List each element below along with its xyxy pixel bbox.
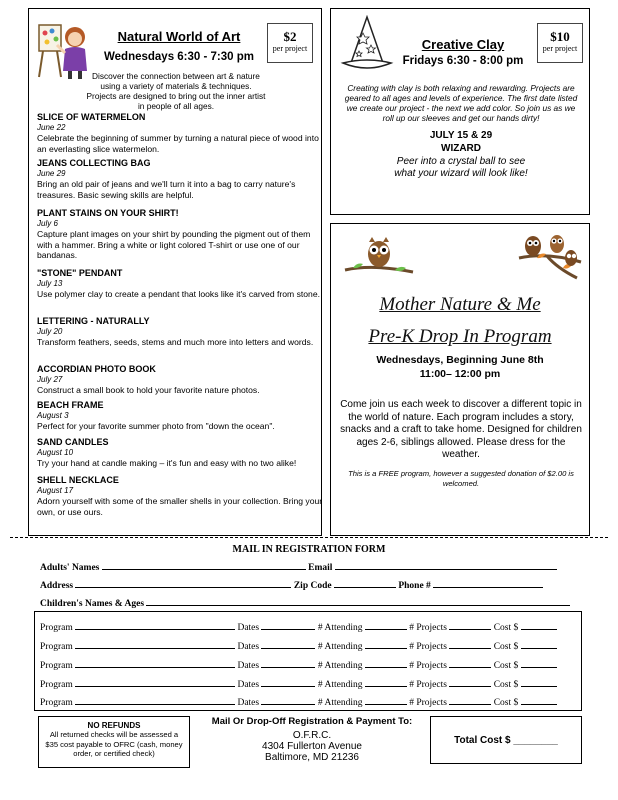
dates-label: Dates — [237, 698, 260, 708]
program-label: Program — [40, 698, 73, 708]
natural-world-title: Natural World of Art — [117, 29, 241, 44]
table-row — [40, 658, 557, 671]
table-row — [40, 695, 557, 708]
projects-field[interactable] — [449, 658, 491, 668]
class-description: Celebrate the beginning of summer by turning a natural piece of wood into an everlasting slice watermelon. — [37, 133, 319, 154]
natural-world-schedule: Wednesdays 6:30 - 7:30 pm — [104, 51, 254, 63]
children-row — [40, 596, 570, 609]
creative-clay-price-unit: per project — [542, 44, 578, 53]
cost-field[interactable] — [521, 677, 557, 687]
class-description: Adorn yourself with some of the smaller shells in your collection. Bring your own, or use ours. — [37, 496, 323, 517]
class-description: Capture plant images on your shirt by pounding the pigment out of them with a hammer. Bring a white or light colored T-shirt or use one of our bandanas. — [37, 229, 311, 260]
natural-world-section — [28, 8, 322, 536]
address-field[interactable] — [75, 578, 291, 588]
class-name: ACCORDIAN PHOTO BOOK — [37, 364, 156, 374]
address-row — [40, 578, 543, 591]
class-description: Use polymer clay to create a pendant that looks like it's carved from stone. — [37, 289, 320, 299]
natural-world-price-box — [267, 23, 313, 63]
address-label: Address — [40, 581, 74, 591]
dates-field[interactable] — [261, 620, 315, 630]
no-refunds-text: All returned checks will be assessed a $35 cost payable to OFRC (cash, money order, or certified check) — [45, 730, 183, 758]
attending-field[interactable] — [365, 639, 407, 649]
class-name: SHELL NECKLACE — [37, 475, 119, 485]
mail-to-block — [196, 716, 428, 763]
dates-field[interactable] — [261, 695, 315, 705]
class-date: June 22 — [37, 122, 66, 132]
cost-label: Cost $ — [493, 661, 519, 671]
class-name: JEANS COLLECTING BAG — [37, 158, 151, 168]
cost-label: Cost $ — [493, 698, 519, 708]
dates-field[interactable] — [261, 639, 315, 649]
class-date: August 3 — [37, 410, 69, 420]
cost-label: Cost $ — [493, 680, 519, 690]
class-description: Bring an old pair of jeans and we'll turn it into a bag to carry nature's treasures. Basic sewing skills are helpful. — [37, 179, 296, 200]
owl-branch-icon — [343, 230, 415, 278]
program-field[interactable] — [75, 658, 235, 668]
class-name: PLANT STAINS ON YOUR SHIRT! — [37, 208, 179, 218]
class-name: LETTERING - NATURALLY — [37, 316, 150, 326]
class-list — [37, 112, 323, 532]
natural-world-price: $2 — [283, 29, 297, 44]
cost-field[interactable] — [521, 620, 557, 630]
projects-label: # Projects — [409, 698, 447, 708]
class-date: August 17 — [37, 485, 74, 495]
list-item — [37, 268, 327, 300]
adults-name-field[interactable] — [102, 560, 306, 570]
class-date: August 10 — [37, 447, 74, 457]
wizard-hat-icon — [339, 15, 395, 77]
projects-label: # Projects — [409, 680, 447, 690]
mother-nature-time: 11:00– 12:00 pm — [419, 368, 501, 380]
creative-clay-price-box — [537, 23, 583, 63]
mother-nature-schedule: Wednesdays, Beginning June 8th — [376, 354, 544, 366]
mother-nature-body: Come join us each week to discover a different topic in the world of nature. Each program includes a story, snacks and a craft to take home. Designed for children ages 2-6, siblings allowed. Please dress for the weather. — [340, 399, 582, 460]
phone-label: Phone # — [398, 581, 431, 591]
pre-k-title: Pre-K Drop In Program — [368, 326, 552, 347]
creative-clay-schedule: Fridays 6:30 - 8:00 pm — [402, 55, 524, 67]
class-date: July 6 — [37, 218, 58, 228]
mail-to-title: Mail Or Drop-Off Registration & Payment To: — [211, 716, 413, 727]
registration-form-title: MAIL IN REGISTRATION FORM — [232, 544, 386, 555]
list-item — [37, 316, 327, 348]
program-field[interactable] — [75, 639, 235, 649]
total-cost-box — [430, 716, 582, 764]
dates-field[interactable] — [261, 677, 315, 687]
class-name: BEACH FRAME — [37, 400, 104, 410]
class-name: SLICE OF WATERMELON — [37, 112, 146, 122]
wizard-dates: JULY 15 & 29 — [429, 130, 493, 141]
children-field[interactable] — [146, 596, 570, 606]
dates-label: Dates — [237, 680, 260, 690]
no-refunds-box — [38, 716, 190, 768]
mother-nature-section — [330, 223, 590, 536]
org-street: 4304 Fullerton Avenue — [262, 741, 362, 752]
class-name: "STONE" PENDANT — [37, 268, 123, 278]
program-label: Program — [40, 642, 73, 652]
creative-clay-title: Creative Clay — [421, 37, 505, 52]
attending-label: # Attending — [317, 680, 363, 690]
creative-clay-intro: Creating with clay is both relaxing and rewarding. Projects are geared to all ages and levels of experience. The first date listed we create our project - the next we add color. So join us as we roll up our sleeves and get our hands dirty! — [344, 83, 578, 123]
projects-label: # Projects — [409, 623, 447, 633]
class-date: June 29 — [37, 168, 66, 178]
cost-label: Cost $ — [493, 623, 519, 633]
class-description: Perfect for your favorite summer photo from "down the ocean". — [37, 421, 275, 431]
table-row — [40, 639, 557, 652]
class-date: July 20 — [37, 326, 63, 336]
wizard-description: Peer into a crystal ball to see what your wizard will look like! — [394, 156, 528, 179]
owl-family-icon — [517, 228, 583, 282]
zip-field[interactable] — [334, 578, 396, 588]
list-item — [37, 400, 327, 432]
dates-label: Dates — [237, 642, 260, 652]
table-row — [40, 677, 557, 690]
zip-label: Zip Code — [293, 581, 332, 591]
projects-field[interactable] — [449, 639, 491, 649]
program-field[interactable] — [75, 620, 235, 630]
class-description: Construct a small book to hold your favorite nature photos. — [37, 385, 260, 395]
adults-row — [40, 560, 557, 573]
class-description: Transform feathers, seeds, stems and much more into letters and words. — [37, 337, 314, 347]
list-item — [37, 158, 327, 200]
projects-label: # Projects — [409, 642, 447, 652]
attending-field[interactable] — [365, 695, 407, 705]
cost-field[interactable] — [521, 695, 557, 705]
class-name: SAND CANDLES — [37, 437, 109, 447]
phone-field[interactable] — [433, 578, 543, 588]
list-item — [37, 208, 327, 261]
attending-label: # Attending — [317, 642, 363, 652]
list-item — [37, 437, 327, 469]
projects-field[interactable] — [449, 620, 491, 630]
org-city: Baltimore, MD 21236 — [265, 752, 359, 763]
attending-field[interactable] — [365, 677, 407, 687]
attending-label: # Attending — [317, 623, 363, 633]
projects-field[interactable] — [449, 695, 491, 705]
cost-field[interactable] — [521, 639, 557, 649]
dates-label: Dates — [237, 661, 260, 671]
class-description: Try your hand at candle making – it's fun and easy with no two alike! — [37, 458, 297, 468]
program-field[interactable] — [75, 677, 235, 687]
creative-clay-section — [330, 8, 590, 215]
class-date: July 27 — [37, 374, 63, 384]
total-cost-label[interactable]: Total Cost $ ________ — [454, 735, 558, 746]
cost-field[interactable] — [521, 658, 557, 668]
list-item — [37, 475, 327, 517]
wizard-name: WIZARD — [441, 143, 481, 154]
attending-label: # Attending — [317, 698, 363, 708]
cost-label: Cost $ — [493, 642, 519, 652]
dates-field[interactable] — [261, 658, 315, 668]
natural-world-price-unit: per project — [272, 44, 308, 53]
attending-field[interactable] — [365, 620, 407, 630]
no-refunds-title: NO REFUNDS — [87, 721, 141, 730]
program-label: Program — [40, 661, 73, 671]
dates-label: Dates — [237, 623, 260, 633]
program-field[interactable] — [75, 695, 235, 705]
org-name: O.F.R.C. — [292, 730, 332, 741]
email-label: Email — [308, 563, 333, 573]
adults-label: Adults' Names — [40, 563, 100, 573]
email-field[interactable] — [335, 560, 557, 570]
creative-clay-price: $10 — [550, 29, 570, 44]
natural-world-intro: Discover the connection between art & nature using a variety of materials & techniques. Projects are designed to bring out the inner artist in people of all ages. — [86, 71, 266, 111]
program-label: Program — [40, 680, 73, 690]
donation-note: This is a FREE program, however a suggested donation of $2.00 is welcomed. — [348, 469, 574, 488]
mother-nature-title: Mother Nature & Me — [379, 294, 541, 315]
table-row — [40, 620, 557, 633]
list-item — [37, 364, 327, 396]
attending-label: # Attending — [317, 661, 363, 671]
list-item — [37, 112, 327, 154]
projects-field[interactable] — [449, 677, 491, 687]
program-label: Program — [40, 623, 73, 633]
form-divider — [10, 537, 608, 538]
class-date: July 13 — [37, 278, 63, 288]
children-label: Children's Names & Ages — [40, 599, 145, 609]
projects-label: # Projects — [409, 661, 447, 671]
attending-field[interactable] — [365, 658, 407, 668]
